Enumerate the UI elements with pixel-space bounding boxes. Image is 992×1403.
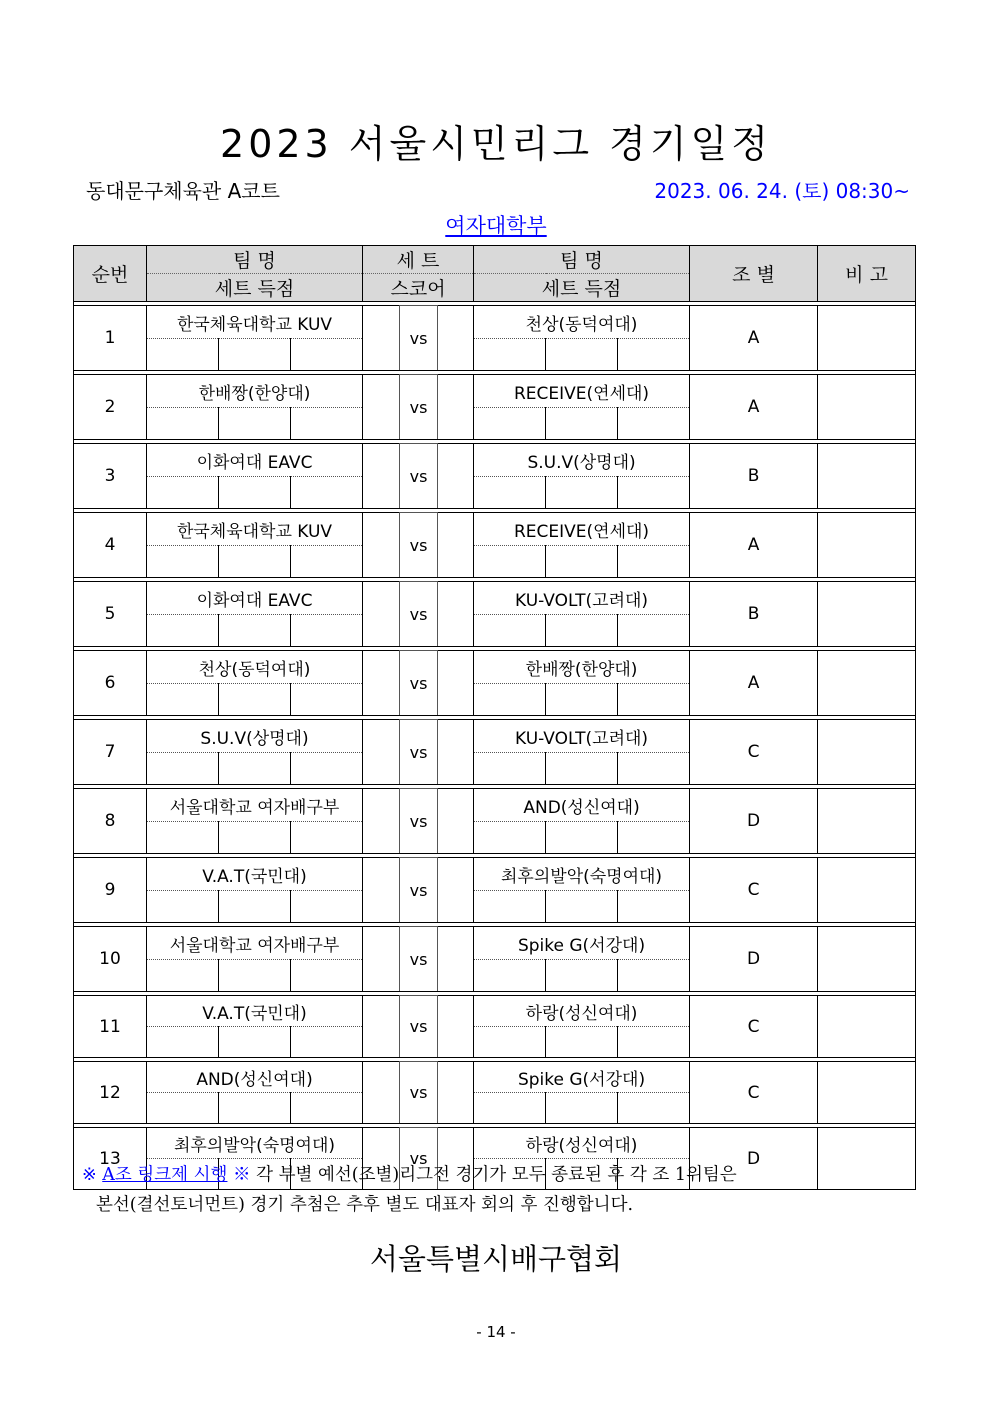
home-team: 한국체육대학교 KUV: [147, 513, 363, 546]
reference-mark: ※: [82, 1165, 97, 1185]
away-team: RECEIVE(연세대): [474, 375, 690, 408]
home-set-points-cell: [291, 408, 363, 440]
note-cell: [818, 1128, 916, 1190]
home-set-score: [363, 651, 400, 716]
vs-label: vs: [400, 1128, 438, 1190]
away-set-points-cell: [474, 339, 546, 371]
match-number: 12: [74, 1062, 147, 1124]
away-set-points-cell: [546, 615, 618, 647]
away-set-score: [438, 375, 474, 440]
away-set-score: [438, 444, 474, 509]
vs-label: vs: [400, 927, 438, 992]
away-set-score: [438, 1062, 474, 1124]
vs-label: vs: [400, 858, 438, 923]
home-team: 천상(동덕여대): [147, 651, 363, 684]
home-set-points-cell: [219, 615, 291, 647]
away-team: 한배짱(한양대): [474, 651, 690, 684]
away-set-score: [438, 996, 474, 1058]
table-row: [74, 444, 916, 477]
match-number: 2: [74, 375, 147, 440]
group-letter: A: [690, 651, 818, 716]
table-row: [74, 582, 916, 615]
home-set-points-cell: [291, 1027, 363, 1058]
group-letter: D: [690, 927, 818, 992]
schedule-rows: [74, 302, 916, 1190]
group-letter: B: [690, 582, 818, 647]
away-set-score: [438, 306, 474, 371]
home-set-points-cell: [219, 546, 291, 578]
away-set-points-cell: [618, 684, 690, 716]
home-set-points-cell: [147, 960, 219, 992]
home-set-points-cell: [291, 546, 363, 578]
away-team: RECEIVE(연세대): [474, 513, 690, 546]
home-set-points-cell: [291, 960, 363, 992]
header-group: 조 별: [690, 246, 818, 302]
away-set-points-cell: [618, 477, 690, 509]
away-set-points-cell: [546, 339, 618, 371]
notice-highlight: A조 링크제 시행: [102, 1165, 228, 1185]
away-set-points-cell: [474, 891, 546, 923]
home-set-points-cell: [219, 822, 291, 854]
match-number: 9: [74, 858, 147, 923]
away-team: 하랑(성신여대): [474, 1128, 690, 1159]
away-set-points-cell: [618, 1027, 690, 1058]
away-set-points-cell: [618, 1093, 690, 1124]
vs-label: vs: [400, 375, 438, 440]
group-letter: C: [690, 996, 818, 1058]
home-team: 이화여대 EAVC: [147, 582, 363, 615]
vs-label: vs: [400, 444, 438, 509]
note-cell: [818, 996, 916, 1058]
home-set-points-cell: [219, 408, 291, 440]
reference-mark: ※: [233, 1165, 251, 1185]
away-set-points-cell: [474, 477, 546, 509]
home-set-points-cell: [147, 891, 219, 923]
home-set-points-cell: [147, 753, 219, 785]
note-cell: [818, 444, 916, 509]
home-set-points-cell: [219, 477, 291, 509]
vs-label: vs: [400, 582, 438, 647]
home-set-score: [363, 306, 400, 371]
away-set-points-cell: [618, 408, 690, 440]
home-team: 최후의발악(숙명여대): [147, 1128, 363, 1159]
away-set-score: [438, 720, 474, 785]
away-set-points-cell: [474, 1027, 546, 1058]
home-team: V.A.T(국민대): [147, 858, 363, 891]
match-number: 7: [74, 720, 147, 785]
home-set-points-cell: [291, 339, 363, 371]
home-team: 이화여대 EAVC: [147, 444, 363, 477]
note-cell: [818, 306, 916, 371]
home-set-score: [363, 996, 400, 1058]
away-team: 천상(동덕여대): [474, 306, 690, 339]
vs-label: vs: [400, 1062, 438, 1124]
table-row: [74, 927, 916, 960]
away-set-points-cell: [546, 408, 618, 440]
match-number: 3: [74, 444, 147, 509]
home-set-points-cell: [147, 684, 219, 716]
home-set-points-cell: [291, 1093, 363, 1124]
away-set-points-cell: [618, 546, 690, 578]
home-set-points-cell: [291, 891, 363, 923]
match-number: 4: [74, 513, 147, 578]
header-home-team: 팀 명: [147, 246, 363, 274]
group-letter: C: [690, 720, 818, 785]
note-cell: [818, 858, 916, 923]
away-set-points-cell: [546, 891, 618, 923]
away-set-score: [438, 582, 474, 647]
away-team: S.U.V(상명대): [474, 444, 690, 477]
home-set-score: [363, 375, 400, 440]
away-set-score: [438, 858, 474, 923]
notice: [82, 1160, 737, 1220]
away-set-points-cell: [546, 1093, 618, 1124]
home-set-score: [363, 444, 400, 509]
header-note: 비 고: [818, 246, 916, 302]
table-row: [74, 513, 916, 546]
header-score: 스코어: [363, 274, 474, 302]
note-cell: [818, 375, 916, 440]
match-number: 13: [74, 1128, 147, 1190]
away-team: AND(성신여대): [474, 789, 690, 822]
home-team: 한배짱(한양대): [147, 375, 363, 408]
away-set-score: [438, 513, 474, 578]
away-team: 최후의발악(숙명여대): [474, 858, 690, 891]
group-letter: A: [690, 375, 818, 440]
home-set-points-cell: [291, 477, 363, 509]
notice-line-1: [82, 1160, 737, 1190]
table-row: [74, 651, 916, 684]
note-cell: [818, 789, 916, 854]
home-set-score: [363, 513, 400, 578]
away-set-points-cell: [618, 891, 690, 923]
away-set-points-cell: [618, 339, 690, 371]
note-cell: [818, 651, 916, 716]
away-set-points-cell: [618, 822, 690, 854]
home-set-points-cell: [219, 753, 291, 785]
away-set-points-cell: [546, 684, 618, 716]
page-number: - 14 -: [476, 1323, 516, 1341]
away-set-points-cell: [474, 822, 546, 854]
away-set-points-cell: [546, 546, 618, 578]
header-away-set-points: 세트 득점: [474, 274, 690, 302]
away-set-score: [438, 927, 474, 992]
match-datetime: 2023. 06. 24. (토) 08:30~: [654, 179, 910, 203]
table-row: [74, 789, 916, 822]
table-row: [74, 1062, 916, 1093]
away-team: Spike G(서강대): [474, 1062, 690, 1093]
organization-name: 서울특별시배구협회: [369, 1242, 623, 1276]
home-set-points-cell: [147, 339, 219, 371]
away-set-points-cell: [618, 615, 690, 647]
home-set-points-cell: [147, 1093, 219, 1124]
match-number: 5: [74, 582, 147, 647]
table-row: [74, 996, 916, 1027]
home-set-points-cell: [147, 615, 219, 647]
away-set-points-cell: [474, 1093, 546, 1124]
away-set-score: [438, 651, 474, 716]
away-set-points-cell: [546, 1027, 618, 1058]
home-set-score: [363, 927, 400, 992]
home-set-points-cell: [147, 822, 219, 854]
table-row: [74, 306, 916, 339]
header-no: 순번: [74, 246, 147, 302]
home-set-score: [363, 582, 400, 647]
group-letter: D: [690, 789, 818, 854]
vs-label: vs: [400, 789, 438, 854]
away-set-points-cell: [546, 822, 618, 854]
table-row: [74, 858, 916, 891]
away-set-points-cell: [474, 546, 546, 578]
note-cell: [818, 582, 916, 647]
away-set-points-cell: [474, 615, 546, 647]
home-set-points-cell: [291, 753, 363, 785]
vs-label: vs: [400, 996, 438, 1058]
home-set-points-cell: [219, 1093, 291, 1124]
vs-label: vs: [400, 720, 438, 785]
away-team: 하랑(성신여대): [474, 996, 690, 1027]
away-set-score: [438, 789, 474, 854]
group-letter: D: [690, 1128, 818, 1190]
away-set-points-cell: [474, 753, 546, 785]
table-row: [74, 1128, 916, 1159]
header-set: 세 트: [363, 246, 474, 274]
group-letter: A: [690, 306, 818, 371]
home-team: 서울대학교 여자배구부: [147, 927, 363, 960]
away-set-points-cell: [618, 960, 690, 992]
home-set-score: [363, 789, 400, 854]
group-letter: C: [690, 1062, 818, 1124]
schedule-table: [73, 245, 916, 1190]
home-set-points-cell: [219, 891, 291, 923]
home-set-points-cell: [219, 339, 291, 371]
division-title: [0, 210, 992, 240]
home-set-points-cell: [219, 960, 291, 992]
home-team: S.U.V(상명대): [147, 720, 363, 753]
away-set-points-cell: [546, 960, 618, 992]
note-cell: [818, 1062, 916, 1124]
home-set-score: [363, 1062, 400, 1124]
home-team: 한국체육대학교 KUV: [147, 306, 363, 339]
home-team: AND(성신여대): [147, 1062, 363, 1093]
vs-label: vs: [400, 306, 438, 371]
away-set-points-cell: [474, 408, 546, 440]
note-cell: [818, 927, 916, 992]
match-number: 8: [74, 789, 147, 854]
away-team: KU-VOLT(고려대): [474, 720, 690, 753]
vs-label: vs: [400, 651, 438, 716]
home-set-points-cell: [219, 1027, 291, 1058]
home-set-points-cell: [147, 1027, 219, 1058]
note-cell: [818, 513, 916, 578]
away-set-points-cell: [618, 753, 690, 785]
home-set-score: [363, 858, 400, 923]
match-number: 11: [74, 996, 147, 1058]
match-number: 1: [74, 306, 147, 371]
home-set-points-cell: [291, 615, 363, 647]
notice-line-2: 본선(결선토너먼트) 경기 추첨은 추후 별도 대표자 회의 후 진행합니다.: [96, 1195, 634, 1215]
table-row: [74, 720, 916, 753]
match-number: 10: [74, 927, 147, 992]
home-set-points-cell: [291, 684, 363, 716]
home-team: 서울대학교 여자배구부: [147, 789, 363, 822]
header-home-set-points: 세트 득점: [147, 274, 363, 302]
home-team: V.A.T(국민대): [147, 996, 363, 1027]
away-set-points-cell: [546, 753, 618, 785]
division-label: 여자대학부: [445, 214, 547, 238]
away-set-points-cell: [474, 960, 546, 992]
home-set-points-cell: [147, 408, 219, 440]
match-number: 6: [74, 651, 147, 716]
away-team: KU-VOLT(고려대): [474, 582, 690, 615]
group-letter: B: [690, 444, 818, 509]
away-set-points-cell: [546, 477, 618, 509]
table-row: [74, 375, 916, 408]
away-team: Spike G(서강대): [474, 927, 690, 960]
home-set-points-cell: [219, 684, 291, 716]
home-set-points-cell: [291, 822, 363, 854]
away-set-points-cell: [474, 684, 546, 716]
group-letter: C: [690, 858, 818, 923]
note-cell: [818, 720, 916, 785]
home-set-points-cell: [147, 477, 219, 509]
page-title: 2023 서울시민리그 경기일정: [220, 122, 772, 166]
vs-label: vs: [400, 513, 438, 578]
home-set-score: [363, 720, 400, 785]
home-set-points-cell: [147, 546, 219, 578]
group-letter: A: [690, 513, 818, 578]
notice-text-1: 각 부별 예선(조별)리그전 경기가 모두 종료된 후 각 조 1위팀은: [256, 1165, 737, 1185]
header-away-team: 팀 명: [474, 246, 690, 274]
venue: 동대문구체육관 A코트: [86, 179, 280, 203]
